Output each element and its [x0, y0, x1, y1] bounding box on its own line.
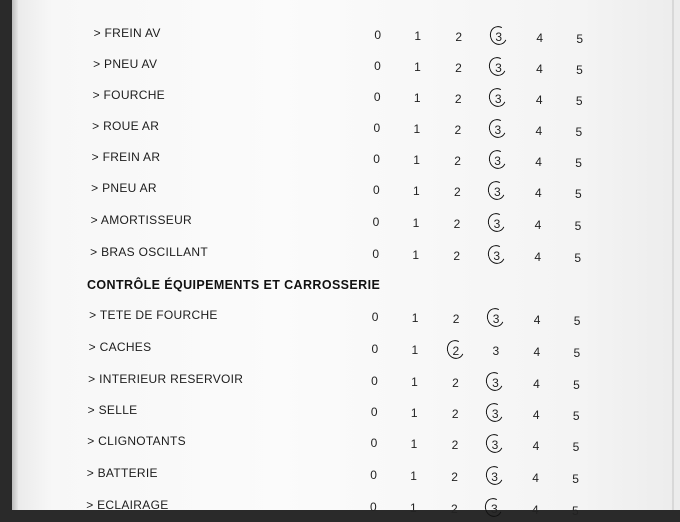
score-circled[interactable]: 3 [485, 470, 505, 484]
score-option[interactable]: 4 [536, 31, 544, 46]
score-option[interactable]: 1 [412, 215, 420, 230]
inspection-sheet [12, 0, 680, 518]
row-label: > PNEU AR [91, 181, 157, 195]
score-option[interactable]: 1 [414, 59, 421, 74]
score-option[interactable]: 5 [573, 378, 580, 392]
checklist-row [12, 308, 680, 332]
score-option[interactable]: 1 [410, 436, 418, 451]
score-option[interactable]: 5 [572, 409, 580, 423]
score-option[interactable]: 2 [451, 437, 459, 452]
score-option[interactable]: 0 [369, 500, 377, 514]
score-option[interactable]: 5 [575, 156, 582, 170]
score-option[interactable]: 4 [535, 93, 543, 108]
row-label: > FREIN AV [93, 26, 161, 40]
score-circled[interactable]: 3 [484, 502, 504, 516]
checklist-row [12, 372, 680, 396]
score-option[interactable]: 0 [372, 215, 380, 229]
checklist-row [12, 119, 680, 143]
score-option[interactable]: 4 [533, 345, 541, 360]
score-option[interactable]: 0 [370, 436, 378, 450]
score-option[interactable]: 1 [411, 374, 418, 389]
score-option[interactable]: 1 [414, 28, 422, 43]
score-circled[interactable]: 3 [485, 438, 505, 452]
score-option[interactable]: 2 [450, 501, 458, 516]
score-option[interactable]: 5 [573, 314, 581, 328]
score-option[interactable]: 1 [410, 468, 417, 483]
score-option[interactable]: 5 [576, 63, 583, 77]
row-label: > ECLAIRAGE [86, 498, 169, 512]
row-label: > CLIGNOTANTS [87, 434, 186, 448]
score-option[interactable]: 2 [452, 311, 460, 326]
score-option[interactable]: 0 [370, 468, 377, 482]
score-option[interactable]: 0 [373, 152, 380, 166]
score-option[interactable]: 4 [535, 155, 542, 170]
score-option[interactable]: 1 [410, 405, 418, 420]
score-option[interactable]: 4 [536, 62, 543, 77]
score-option[interactable]: 5 [575, 125, 583, 139]
score-circled[interactable]: 2 [446, 344, 466, 358]
score-option[interactable]: 2 [453, 216, 461, 231]
score-option[interactable]: 5 [573, 346, 581, 360]
checklist-row [12, 498, 680, 522]
checklist-row [12, 181, 680, 205]
score-option[interactable]: 0 [374, 28, 382, 42]
score-option[interactable]: 4 [532, 439, 540, 454]
score-option[interactable]: 5 [575, 94, 583, 108]
score-option[interactable]: 2 [451, 469, 458, 484]
row-label: > PNEU AV [93, 57, 158, 71]
score-option[interactable]: 0 [373, 121, 381, 135]
score-option[interactable]: 4 [532, 471, 539, 486]
score-option[interactable]: 4 [534, 186, 542, 201]
score-option[interactable]: 0 [371, 342, 379, 356]
checklist-row [12, 26, 680, 50]
checklist-row [12, 434, 680, 458]
score-option[interactable]: 5 [572, 472, 579, 486]
score-circled[interactable]: 3 [486, 312, 506, 326]
score-option[interactable]: 5 [572, 440, 580, 454]
score-option[interactable]: 1 [409, 500, 417, 515]
score-option[interactable]: 4 [533, 313, 541, 328]
checklist-row [12, 466, 680, 490]
score-option[interactable]: 2 [455, 29, 463, 44]
checklist-row [12, 88, 680, 112]
score-option[interactable]: 0 [372, 183, 380, 197]
score-circled[interactable]: 3 [488, 154, 508, 168]
score-option[interactable]: 0 [374, 59, 381, 73]
score-option[interactable]: 2 [454, 153, 461, 168]
score-option[interactable]: 2 [454, 91, 462, 106]
score-option[interactable]: 2 [453, 184, 461, 199]
score-option[interactable]: 2 [455, 60, 462, 75]
section-title: CONTRÔLE ÉQUIPEMENTS ET CARROSSERIE [87, 278, 381, 292]
score-option[interactable]: 1 [412, 183, 420, 198]
checklist-row [12, 213, 680, 237]
score-option[interactable]: 4 [535, 124, 543, 139]
row-label: > TETE DE FOURCHE [89, 308, 218, 322]
score-option[interactable]: 2 [453, 248, 461, 263]
score-option[interactable]: 4 [531, 503, 539, 518]
row-label: > SELLE [87, 403, 138, 417]
score-option[interactable]: 4 [533, 377, 540, 392]
score-option[interactable]: 2 [454, 122, 462, 137]
checklist-row [12, 403, 680, 427]
score-circled[interactable]: 3 [487, 185, 507, 199]
score-option[interactable]: 0 [371, 374, 378, 388]
row-label: > BRAS OSCILLANT [90, 245, 208, 259]
checklist-row [12, 340, 680, 364]
score-option[interactable]: 1 [413, 121, 421, 136]
row-label: > FOURCHE [92, 88, 165, 102]
score-option[interactable]: 5 [574, 219, 582, 233]
checklist-row [12, 57, 680, 81]
score-circled[interactable]: 3 [488, 123, 508, 137]
score-circled[interactable]: 3 [487, 217, 507, 231]
score-option[interactable]: 5 [571, 504, 579, 518]
score-option[interactable]: 5 [574, 187, 582, 201]
score-option[interactable]: 3 [492, 344, 500, 359]
score-option[interactable]: 1 [411, 310, 419, 325]
score-option[interactable]: 4 [534, 250, 542, 265]
score-option[interactable]: 1 [413, 152, 420, 167]
score-option[interactable]: 2 [452, 375, 459, 390]
row-label: > ROUE AR [92, 119, 160, 133]
score-circled[interactable]: 3 [488, 61, 508, 75]
row-label: > CACHES [88, 340, 152, 354]
score-circled[interactable]: 3 [489, 30, 509, 44]
checklist-row [12, 245, 680, 269]
score-option[interactable]: 4 [534, 218, 542, 233]
score-circled[interactable]: 3 [487, 249, 507, 263]
score-option[interactable]: 0 [370, 405, 378, 419]
score-option[interactable]: 4 [532, 408, 540, 423]
score-option[interactable]: 0 [371, 310, 379, 324]
row-label: > BATTERIE [86, 466, 158, 480]
score-option[interactable]: 1 [411, 342, 419, 357]
score-circled[interactable]: 3 [485, 407, 505, 421]
score-circled[interactable]: 3 [485, 376, 505, 390]
score-option[interactable]: 5 [576, 32, 584, 46]
score-option[interactable]: 0 [373, 90, 381, 104]
score-option[interactable]: 1 [413, 90, 421, 105]
row-label: > AMORTISSEUR [90, 213, 193, 227]
score-option[interactable]: 0 [372, 247, 380, 261]
score-option[interactable]: 1 [412, 247, 420, 262]
score-circled[interactable]: 3 [488, 92, 508, 106]
row-label: > INTERIEUR RESERVOIR [88, 372, 244, 386]
checklist-row [12, 150, 680, 174]
score-option[interactable]: 2 [451, 406, 459, 421]
score-option[interactable]: 5 [574, 251, 582, 265]
row-label: > FREIN AR [91, 150, 161, 164]
